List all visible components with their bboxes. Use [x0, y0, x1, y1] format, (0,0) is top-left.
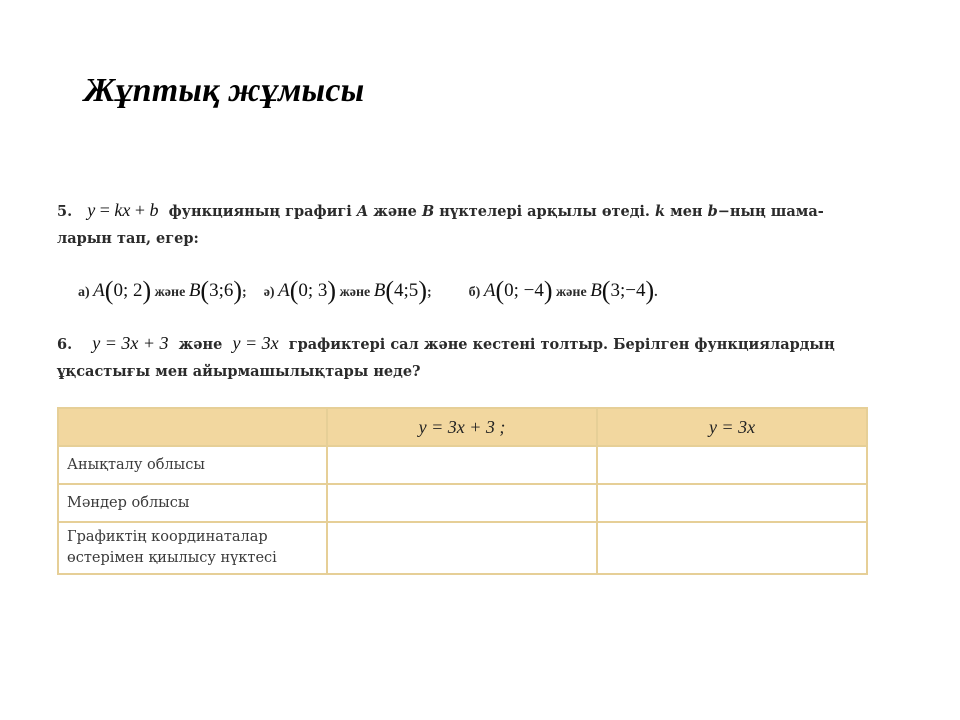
formula: [87, 200, 158, 220]
case-coords: 0; 2: [113, 280, 143, 301]
task-text: графиктері сал және кестені толтыр. Берілген функциялардың: [288, 336, 835, 353]
case-b: б) A(0; −4) және B(3;−4).: [468, 276, 658, 305]
formula-eq: =: [95, 200, 115, 220]
case-point: B: [590, 280, 602, 301]
case-coords: 3;6: [209, 280, 234, 301]
row-label: Мәндер облысы: [58, 484, 327, 522]
case-label: б): [468, 285, 481, 300]
case-point: B: [188, 280, 201, 301]
task-text: −ның шама-: [717, 203, 824, 220]
header-formula: y = 3x + 3 ;: [418, 416, 506, 437]
case-point: A: [483, 280, 496, 301]
formula-y: y: [87, 200, 96, 220]
conjunction: мен: [670, 203, 703, 220]
case-coords: 0; −4: [504, 280, 544, 301]
comparison-table: [57, 407, 868, 575]
answer-cell[interactable]: [327, 446, 597, 484]
header-cell: [327, 408, 597, 446]
var-b: b: [707, 203, 718, 220]
table-row: [58, 484, 867, 522]
formula-b: b: [149, 200, 159, 220]
page-title: Жұптық жұмысы: [84, 72, 365, 109]
task-text: функцияның графигі: [168, 203, 352, 220]
header-formula: y = 3x: [708, 416, 756, 437]
case-point: B: [373, 280, 386, 301]
answer-cell[interactable]: [327, 522, 597, 574]
formula-2: y = 3x: [232, 333, 279, 353]
row-label-line: Графиктің координаталар: [67, 529, 268, 545]
header-cell: [597, 408, 867, 446]
var-k: k: [655, 203, 666, 220]
answer-cell[interactable]: [327, 484, 597, 522]
task-6: [57, 330, 872, 385]
point-a: A: [356, 203, 369, 220]
formula-plus: +: [130, 200, 150, 220]
case-label: ә): [263, 285, 275, 300]
case-a: а) A(0; 2) және B(3;6);: [78, 276, 247, 305]
task-5-cases: [78, 276, 878, 306]
case-label: а): [78, 285, 90, 300]
task-text: нүктелері арқылы өтеді.: [439, 203, 650, 220]
case-end: ;: [426, 285, 432, 300]
formula-kx: kx: [114, 200, 131, 220]
case-coords: 3;−4: [610, 280, 646, 301]
case-point: A: [93, 280, 105, 301]
task-number: 5.: [57, 203, 73, 220]
conjunction: және: [154, 285, 186, 300]
row-label-line: өстерімен қиылысу нүктесі: [67, 550, 277, 566]
task-text-line2: ларын тап, егер:: [57, 230, 199, 247]
answer-cell[interactable]: [597, 522, 867, 574]
table-header-row: [58, 408, 867, 446]
formula-1: y = 3x + 3: [92, 333, 169, 353]
conjunction: және: [373, 203, 417, 220]
task-number: 6.: [57, 336, 73, 353]
conjunction: және: [339, 285, 371, 300]
case-coords: 4;5: [394, 280, 419, 301]
task-text-line2: ұқсастығы мен айырмашылықтары неде?: [57, 363, 421, 380]
answer-cell[interactable]: [597, 484, 867, 522]
case-coords: 0; 3: [298, 280, 328, 301]
conjunction: және: [178, 336, 223, 353]
header-cell-empty: [58, 408, 327, 446]
case-end: .: [654, 285, 658, 300]
point-b: B: [421, 203, 435, 220]
table-row: [58, 522, 867, 574]
case-ae: ә) A(0; 3) және B(4;5);: [263, 276, 432, 305]
case-point: A: [278, 280, 290, 301]
case-end: ;: [242, 285, 247, 300]
answer-cell[interactable]: [597, 446, 867, 484]
row-label: Анықталу облысы: [58, 446, 327, 484]
table-row: [58, 446, 867, 484]
conjunction: және: [556, 285, 587, 300]
task-5: [57, 197, 872, 252]
row-label: [58, 522, 327, 574]
